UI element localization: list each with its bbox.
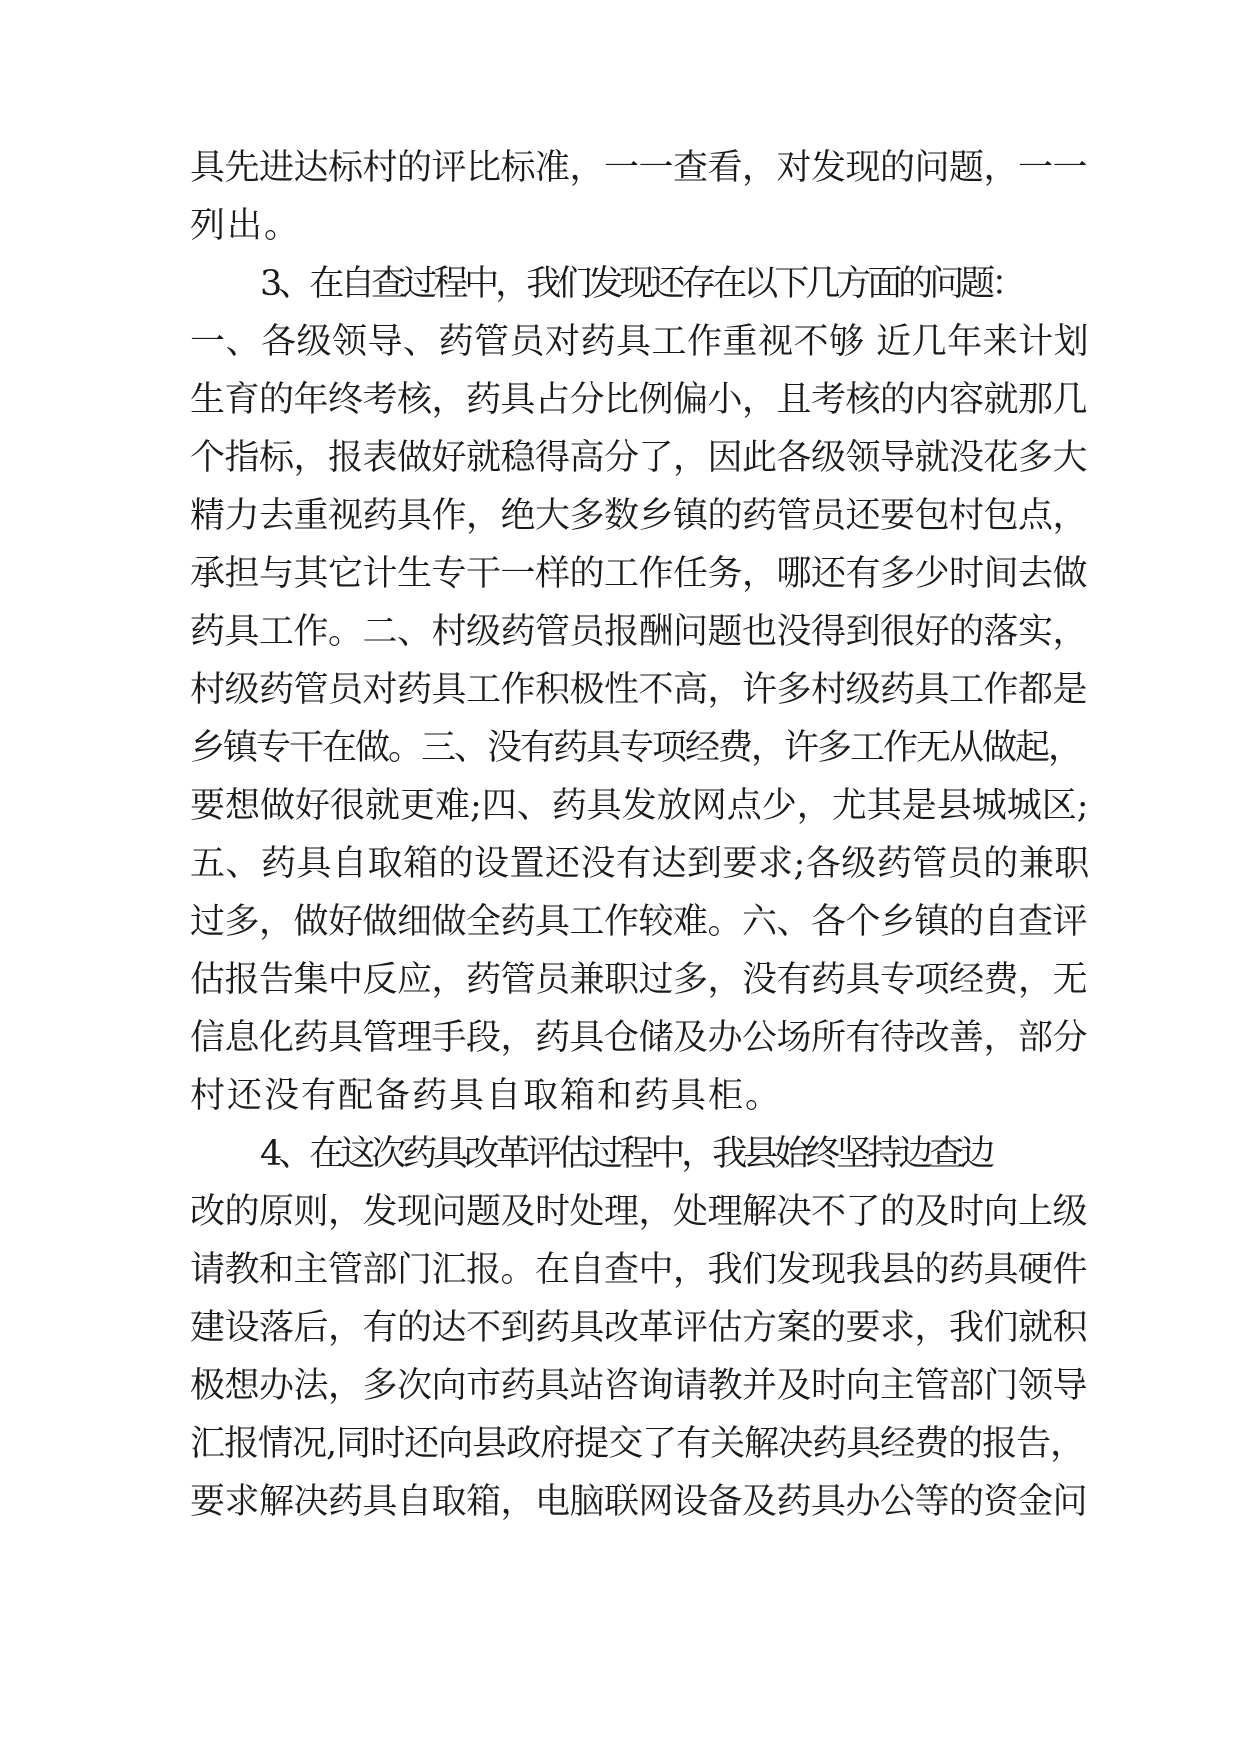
text-line: 改的原则，发现问题及时处理，处理解决不了的及时向上级 bbox=[190, 1192, 1088, 1232]
paragraph-4-start: 4、在这次药具改革评估过程中，我县始终坚持边查边 bbox=[260, 1134, 992, 1174]
text-line: 村还没有配备药具自取箱和药具柜。 bbox=[190, 1076, 783, 1116]
text-line: 乡镇专干在做。三、没有药具专项经费，许多工作无从做起， bbox=[190, 728, 1082, 768]
paragraph-3-start: 3、在自查过程中，我们发现还存在以下几方面的问题： bbox=[260, 264, 1023, 304]
text-line: 药具工作。二、村级药管员报酬问题也没得到很好的落实， bbox=[190, 612, 1088, 652]
text-line: 列出。 bbox=[190, 206, 302, 246]
text-line: 估报告集中反应，药管员兼职过多，没有药具专项经费，无 bbox=[190, 960, 1088, 1000]
text-line: 要求解决药具自取箱，电脑联网设备及药具办公等的资金问 bbox=[190, 1482, 1088, 1522]
text-line: 极想办法，多次向市药具站咨询请教并及时向主管部门领导 bbox=[190, 1366, 1088, 1406]
text-line: 村级药管员对药具工作积极性不高，许多村级药具工作都是 bbox=[190, 670, 1088, 710]
text-line: 五、药具自取箱的设置还没有达到要求;各级药管员的兼职 bbox=[190, 844, 1090, 884]
text-line: 承担与其它计生专干一样的工作任务，哪还有多少时间去做 bbox=[190, 554, 1088, 594]
text-line: 过多，做好做细做全药具工作较难。六、各个乡镇的自查评 bbox=[190, 902, 1088, 942]
text-line: 一、各级领导、药管员对药具工作重视不够 近几年来计划 bbox=[190, 322, 1090, 362]
text-line: 信息化药具管理手段，药具仓储及办公场所有待改善，部分 bbox=[190, 1018, 1088, 1058]
text-line: 个指标，报表做好就稳得高分了，因此各级领导就没花多大 bbox=[190, 438, 1088, 478]
text-line: 请教和主管部门汇报。在自查中，我们发现我县的药具硬件 bbox=[190, 1250, 1088, 1290]
text-line: 建设落后，有的达不到药具改革评估方案的要求，我们就积 bbox=[190, 1308, 1088, 1348]
text-line: 汇报情况,同时还向县政府提交了有关解决药具经费的报告， bbox=[190, 1424, 1085, 1464]
text-line: 精力去重视药具作，绝大多数乡镇的药管员还要包村包点， bbox=[190, 496, 1088, 536]
text-line: 具先进达标村的评比标准，一一查看，对发现的问题，一一 bbox=[190, 148, 1088, 188]
text-line: 要想做好很就更难;四、药具发放网点少，尤其是县城城区; bbox=[190, 786, 1089, 826]
text-line: 生育的年终考核，药具占分比例偏小，且考核的内容就那几 bbox=[190, 380, 1088, 420]
